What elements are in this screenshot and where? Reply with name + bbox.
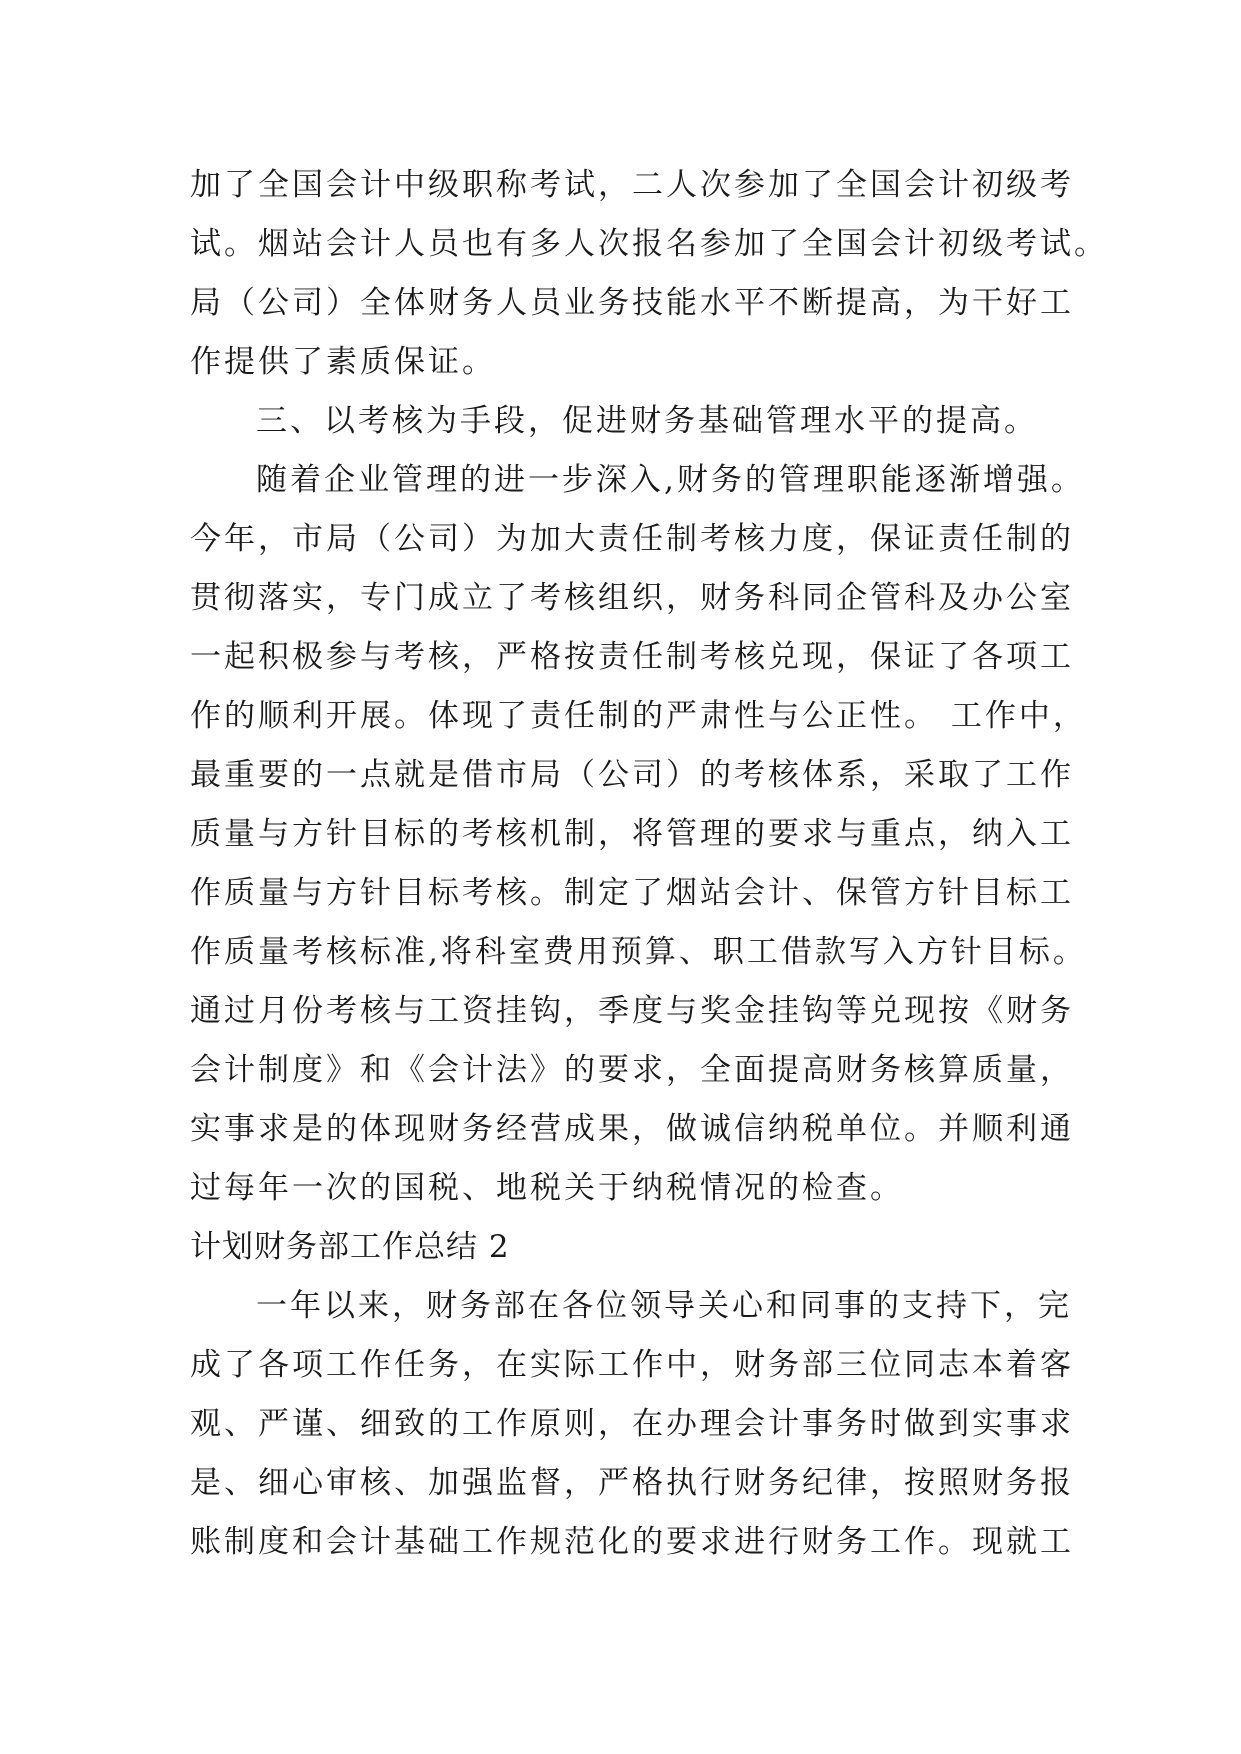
text-line: 作质量考核标准,将科室费用预算、职工借款写入方针目标。 (190, 934, 1087, 970)
text-line: 作的顺利开展。体现了责任制的严肃性与公正性。 工作中， (190, 698, 1087, 734)
document-body (190, 156, 1108, 1572)
text-line: 随着企业管理的进一步深入,财务的管理职能逐渐增强。 (256, 462, 1085, 498)
text-line: 贯彻落实，专门成立了考核组织，财务科同企管科及办公室 (190, 580, 1074, 616)
text-line: 实事求是的体现财务经营成果，做诚信纳税单位。并顺利通 (190, 1111, 1074, 1147)
text-line: 今年，市局（公司）为加大责任制考核力度，保证责任制的 (190, 521, 1074, 557)
text-line: 局（公司）全体财务人员业务技能水平不断提高，为干好工 (190, 285, 1074, 321)
section-heading-three: 三、以考核为手段，促进财务基础管理水平的提高。 (256, 403, 1038, 439)
text-line: 过每年一次的国税、地税关于纳税情况的检查。 (190, 1170, 904, 1206)
text-line: 作提供了素质保证。 (190, 344, 496, 380)
text-line: 是、细心审核、加强监督，严格执行财务纪律，按照财务报 (190, 1465, 1074, 1501)
text-line: 观、严谨、细致的工作原则，在办理会计事务时做到实事求 (190, 1406, 1074, 1442)
text-line: 一起积极参与考核，严格按责任制考核兑现，保证了各项工 (190, 639, 1074, 675)
text-line: 一年以来，财务部在各位领导关心和同事的支持下，完 (256, 1288, 1072, 1324)
text-line: 作质量与方针目标考核。制定了烟站会计、保管方针目标工 (190, 875, 1074, 911)
text-line: 加了全国会计中级职称考试，二人次参加了全国会计初级考 (190, 167, 1074, 203)
text-line: 成了各项工作任务，在实际工作中，财务部三位同志本着客 (190, 1347, 1074, 1383)
text-line: 最重要的一点就是借市局（公司）的考核体系，采取了工作 (190, 757, 1074, 793)
document-title-2: 计划财务部工作总结 2 (190, 1229, 510, 1265)
text-line: 会计制度》和《会计法》的要求，全面提高财务核算质量， (190, 1052, 1074, 1088)
text-line: 质量与方针目标的考核机制，将管理的要求与重点，纳入工 (190, 816, 1074, 852)
text-line: 通过月份考核与工资挂钩，季度与奖金挂钩等兑现按《财务 (190, 993, 1074, 1029)
text-line: 试。烟站会计人员也有多人次报名参加了全国会计初级考试。 (190, 226, 1108, 262)
text-line: 账制度和会计基础工作规范化的要求进行财务工作。现就工 (190, 1524, 1074, 1560)
